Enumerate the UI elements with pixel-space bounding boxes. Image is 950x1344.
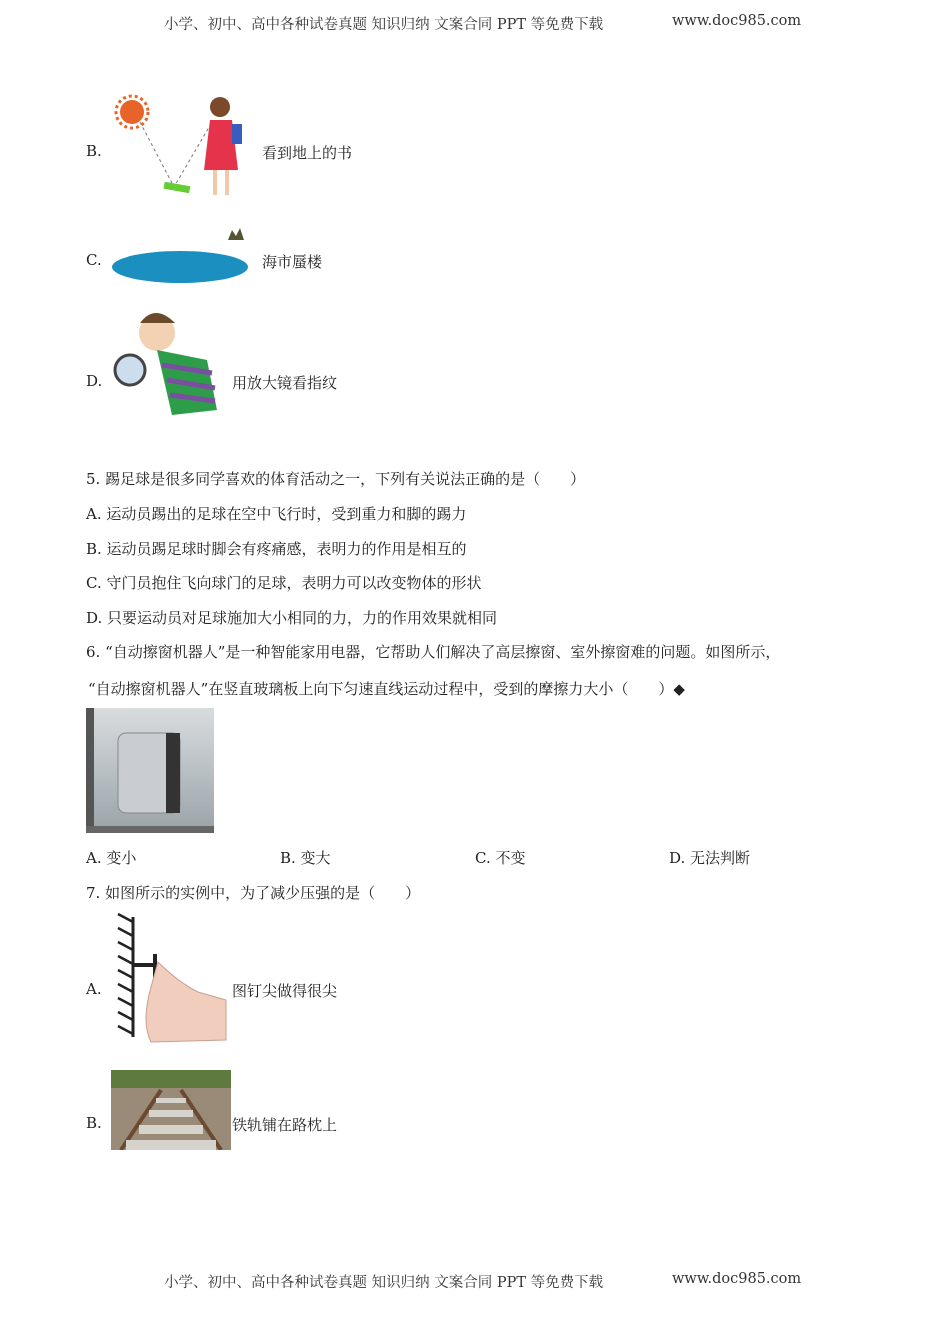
option-text: 图钉尖做得很尖 (232, 982, 338, 1000)
thumbtack-hand-illustration (108, 912, 233, 1047)
header-url[interactable]: www.doc985.com (672, 13, 802, 29)
boy-magnifier-illustration (112, 305, 222, 425)
q6-option-b: B. 变大 (280, 849, 331, 867)
option-letter: D. (86, 372, 103, 390)
q6-option-d: D. 无法判断 (669, 849, 751, 867)
option-letter: B. (86, 1114, 102, 1132)
question-6-stem: 6. “自动擦窗机器人”是一种智能家用电器，它帮助人们解决了高层擦窗、室外擦窗难的问题。如图所示， (86, 643, 781, 661)
q5-option-c: C. 守门员抱住飞向球门的足球，表明力可以改变物体的形状 (86, 574, 482, 592)
q5-option-b: B. 运动员踢足球时脚会有疼痛感，表明力的作用是相互的 (86, 540, 467, 558)
q6-option-c: C. 不变 (475, 849, 526, 867)
option-text: 海市蜃楼 (262, 253, 323, 271)
window-robot-photo (86, 708, 214, 833)
railway-track-photo (111, 1070, 231, 1150)
q5-option-a: A. 运动员踢出的足球在空中飞行时，受到重力和脚的踢力 (86, 505, 467, 523)
girl-sun-book-illustration (112, 92, 252, 202)
footer-url[interactable]: www.doc985.com (672, 1271, 802, 1287)
option-text: 铁轨铺在路枕上 (232, 1116, 338, 1134)
option-letter: B. (86, 142, 102, 160)
question-6-stem-cont: “自动擦窗机器人”在竖直玻璃板上向下匀速直线运动过程中，受到的摩擦力大小（ ）◆ (88, 680, 685, 698)
q6-option-a: A. 变小 (86, 849, 137, 867)
option-text: 用放大镜看指纹 (232, 374, 338, 392)
header-text: 小学、初中、高中各种试卷真题 知识归纳 文案合同 PPT 等免费下载 (164, 17, 604, 33)
option-letter: A. (86, 980, 102, 998)
footer-text: 小学、初中、高中各种试卷真题 知识归纳 文案合同 PPT 等免费下载 (164, 1275, 604, 1291)
question-5-stem: 5. 踢足球是很多同学喜欢的体育活动之一，下列有关说法正确的是（ ） (86, 470, 586, 488)
q5-option-d: D. 只要运动员对足球施加大小相同的力，力的作用效果就相同 (86, 609, 498, 627)
question-7-stem: 7. 如图所示的实例中，为了减少压强的是（ ） (86, 884, 421, 902)
mirage-illustration (110, 222, 255, 290)
option-text: 看到地上的书 (262, 144, 353, 162)
option-letter: C. (86, 251, 102, 269)
